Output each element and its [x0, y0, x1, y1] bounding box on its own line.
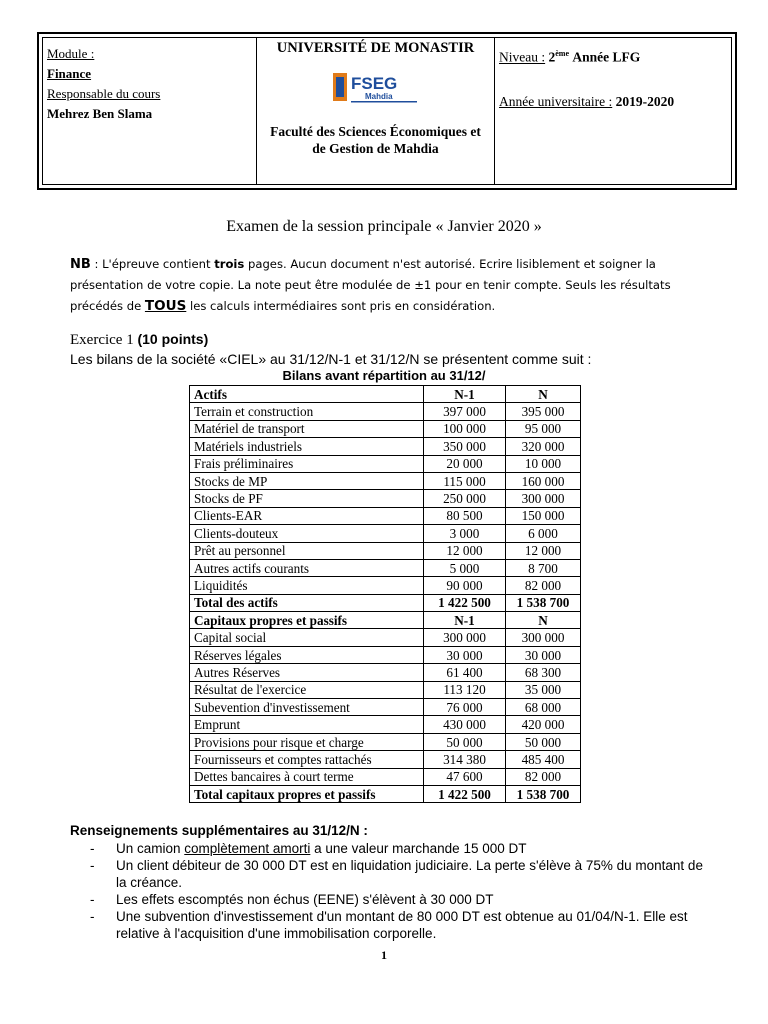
- responsable-label: Responsable du cours: [47, 86, 161, 101]
- table-cell-label: Provisions pour risque et charge: [190, 733, 424, 750]
- table-cell-n1: N-1: [424, 612, 506, 629]
- table-cell-n1: 61 400: [424, 664, 506, 681]
- table-cell-label: Autres actifs courants: [190, 559, 424, 576]
- table-row: [190, 646, 581, 663]
- table-row: [190, 455, 581, 472]
- table-cell-label: Clients-douteux: [190, 525, 424, 542]
- exercise-title-text: Exercice 1: [70, 332, 134, 348]
- table-cell-n: 10 000: [506, 455, 581, 472]
- exercise-intro: Les bilans de la société «CIEL» au 31/12/N-1 et 31/12/N se présentent comme suit :: [70, 351, 592, 367]
- table-cell-n: 160 000: [506, 472, 581, 489]
- table-cell-n1: 3 000: [424, 525, 506, 542]
- logo-text: FSEG: [350, 74, 397, 93]
- nb-part1: : L'épreuve contient: [90, 257, 215, 271]
- table-row: [190, 594, 581, 611]
- table-row: [190, 751, 581, 768]
- table-cell-label: Terrain et construction: [190, 403, 424, 420]
- bilan-table: [189, 385, 581, 803]
- table-cell-n: N: [506, 612, 581, 629]
- list-item: - Un client débiteur de 30 000 DT est en liquidation judiciaire. La perte s'élève à 75% du montant de la créance.: [90, 858, 703, 890]
- table-cell-n: 82 000: [506, 577, 581, 594]
- fseg-logo: [331, 67, 421, 109]
- table-cell-label: Emprunt: [190, 716, 424, 733]
- table-cell-n: 1 538 700: [506, 785, 581, 802]
- table-row: [190, 768, 581, 785]
- table-cell-n1: 397 000: [424, 403, 506, 420]
- table-row: [190, 472, 581, 489]
- renseignements-list: [70, 840, 710, 942]
- list-item: - Un camion complètement amorti a une valeur marchande 15 000 DT: [90, 841, 527, 856]
- table-cell-n1: 100 000: [424, 420, 506, 437]
- fseg-logo-icon: [331, 67, 421, 109]
- table-row: [190, 403, 581, 420]
- module-value: Finance: [47, 66, 92, 81]
- table-cell-label: Matériels industriels: [190, 438, 424, 455]
- table-cell-n1: 50 000: [424, 733, 506, 750]
- table-cell-label: Stocks de PF: [190, 490, 424, 507]
- table-cell-n: 6 000: [506, 525, 581, 542]
- header-right-cell: [495, 38, 731, 184]
- table-cell-label: Liquidités: [190, 577, 424, 594]
- table-cell-label: Subevention d'investissement: [190, 699, 424, 716]
- renseignements-title: Renseignements supplémentaires au 31/12/N :: [70, 823, 368, 838]
- niveau-num: 2: [548, 49, 556, 65]
- nb-paragraph: [70, 254, 710, 317]
- table-row: [190, 577, 581, 594]
- exam-title: Examen de la session principale « Janvier 2020 »: [226, 218, 542, 235]
- responsable-value: Mehrez Ben Slama: [47, 106, 153, 121]
- table-cell-n1: 20 000: [424, 455, 506, 472]
- niveau-label: Niveau :: [499, 49, 546, 65]
- table-cell-n1: 350 000: [424, 438, 506, 455]
- table-cell-label: Réserves légales: [190, 646, 424, 663]
- header-mid-cell: [257, 38, 495, 184]
- table-row: [190, 525, 581, 542]
- list-item: - Les effets escomptés non échus (EENE) s'élèvent à 30 000 DT: [90, 892, 494, 907]
- table-cell-n1: N-1: [424, 386, 506, 403]
- table-cell-n1: 80 500: [424, 507, 506, 524]
- table-cell-n: 300 000: [506, 490, 581, 507]
- table-caption: Bilans avant répartition au 31/12/: [282, 368, 486, 383]
- table-cell-n: 320 000: [506, 438, 581, 455]
- annee-value: 2019-2020: [615, 94, 675, 109]
- table-cell-label: Total des actifs: [190, 594, 424, 611]
- table-cell-n: 30 000: [506, 646, 581, 663]
- table-cell-n: 150 000: [506, 507, 581, 524]
- table-cell-n1: 1 422 500: [424, 785, 506, 802]
- table-row: [190, 681, 581, 698]
- table-cell-n1: 250 000: [424, 490, 506, 507]
- table-row: [190, 490, 581, 507]
- table-cell-n1: 30 000: [424, 646, 506, 663]
- table-row: [190, 629, 581, 646]
- table-cell-n1: 1 422 500: [424, 594, 506, 611]
- table-cell-label: Frais préliminaires: [190, 455, 424, 472]
- table-cell-n: 35 000: [506, 681, 581, 698]
- table-cell-n1: 113 120: [424, 681, 506, 698]
- table-cell-label: Résultat de l'exercice: [190, 681, 424, 698]
- table-cell-label: Matériel de transport: [190, 420, 424, 437]
- table-cell-n1: 90 000: [424, 577, 506, 594]
- table-cell-label: Actifs: [190, 386, 424, 403]
- table-row: [190, 559, 581, 576]
- exercise-title: [70, 331, 208, 349]
- table-row: [190, 386, 581, 403]
- table-cell-n: 68 000: [506, 699, 581, 716]
- university-name: UNIVERSITÉ DE MONASTIR: [276, 40, 475, 56]
- table-cell-n1: 300 000: [424, 629, 506, 646]
- table-row: [190, 507, 581, 524]
- table-row: [190, 612, 581, 629]
- table-row: [190, 420, 581, 437]
- table-cell-label: Dettes bancaires à court terme: [190, 768, 424, 785]
- table-cell-label: Fournisseurs et comptes rattachés: [190, 751, 424, 768]
- table-cell-n: 485 400: [506, 751, 581, 768]
- table-cell-n1: 76 000: [424, 699, 506, 716]
- nb-bold-word: trois: [214, 257, 245, 271]
- table-row: [190, 716, 581, 733]
- table-row: [190, 699, 581, 716]
- table-row: [190, 785, 581, 802]
- table-cell-n1: 47 600: [424, 768, 506, 785]
- table-cell-n: 68 300: [506, 664, 581, 681]
- nb-part2: pages. Aucun document n'est autorisé. Ecrire lisiblement et soigner la présentation de votre copie. La note peut être modulée de ±1 pour en tenir compte. Seuls les résultats précédés de: [70, 257, 671, 313]
- page-number: 1: [381, 948, 387, 962]
- table-cell-n: N: [506, 386, 581, 403]
- table-cell-n: 82 000: [506, 768, 581, 785]
- nb-tous: TOUS: [144, 298, 187, 314]
- table-cell-n: 12 000: [506, 542, 581, 559]
- table-cell-n1: 430 000: [424, 716, 506, 733]
- table-cell-n1: 5 000: [424, 559, 506, 576]
- table-cell-n1: 115 000: [424, 472, 506, 489]
- niveau-row: [499, 44, 731, 64]
- nb-label: NB: [70, 257, 91, 272]
- table-cell-label: Total capitaux propres et passifs: [190, 785, 424, 802]
- logo-subtext: Mahdia: [364, 92, 393, 101]
- table-cell-label: Autres Réserves: [190, 664, 424, 681]
- table-cell-label: Prêt au personnel: [190, 542, 424, 559]
- module-label: Module :: [47, 46, 95, 61]
- table-row: [190, 664, 581, 681]
- table-row: [190, 438, 581, 455]
- table-cell-label: Capital social: [190, 629, 424, 646]
- table-cell-label: Capitaux propres et passifs: [190, 612, 424, 629]
- table-cell-n1: 314 380: [424, 751, 506, 768]
- exercise-points: (10 points): [137, 331, 209, 347]
- table-cell-n: 8 700: [506, 559, 581, 576]
- annee-label: Année universitaire :: [499, 94, 613, 109]
- table-row: [190, 733, 581, 750]
- table-cell-label: Stocks de MP: [190, 472, 424, 489]
- table-cell-label: Clients-EAR: [190, 507, 424, 524]
- niveau-value: Année LFG: [572, 49, 641, 65]
- table-cell-n: 1 538 700: [506, 594, 581, 611]
- table-cell-n1: 12 000: [424, 542, 506, 559]
- nb-part3: les calculs intermédiaires sont pris en considération.: [186, 299, 496, 313]
- table-cell-n: 300 000: [506, 629, 581, 646]
- faculty-name: Faculté des Sciences Économiques et de Gestion de Mahdia: [270, 124, 481, 156]
- header-box: [37, 32, 737, 190]
- table-cell-n: 420 000: [506, 716, 581, 733]
- annee-row: [499, 92, 731, 112]
- list-item: - Une subvention d'investissement d'un montant de 80 000 DT est obtenue au 01/04/N-1. Elle est relative à l'acquisition d'une immobilisation corporelle.: [90, 909, 688, 941]
- table-row: [190, 542, 581, 559]
- table-cell-n: 95 000: [506, 420, 581, 437]
- table-cell-n: 395 000: [506, 403, 581, 420]
- header-left-cell: [43, 38, 257, 184]
- table-cell-n: 50 000: [506, 733, 581, 750]
- niveau-sup: ème: [555, 49, 570, 58]
- underlined-phrase: complètement amorti: [184, 841, 311, 856]
